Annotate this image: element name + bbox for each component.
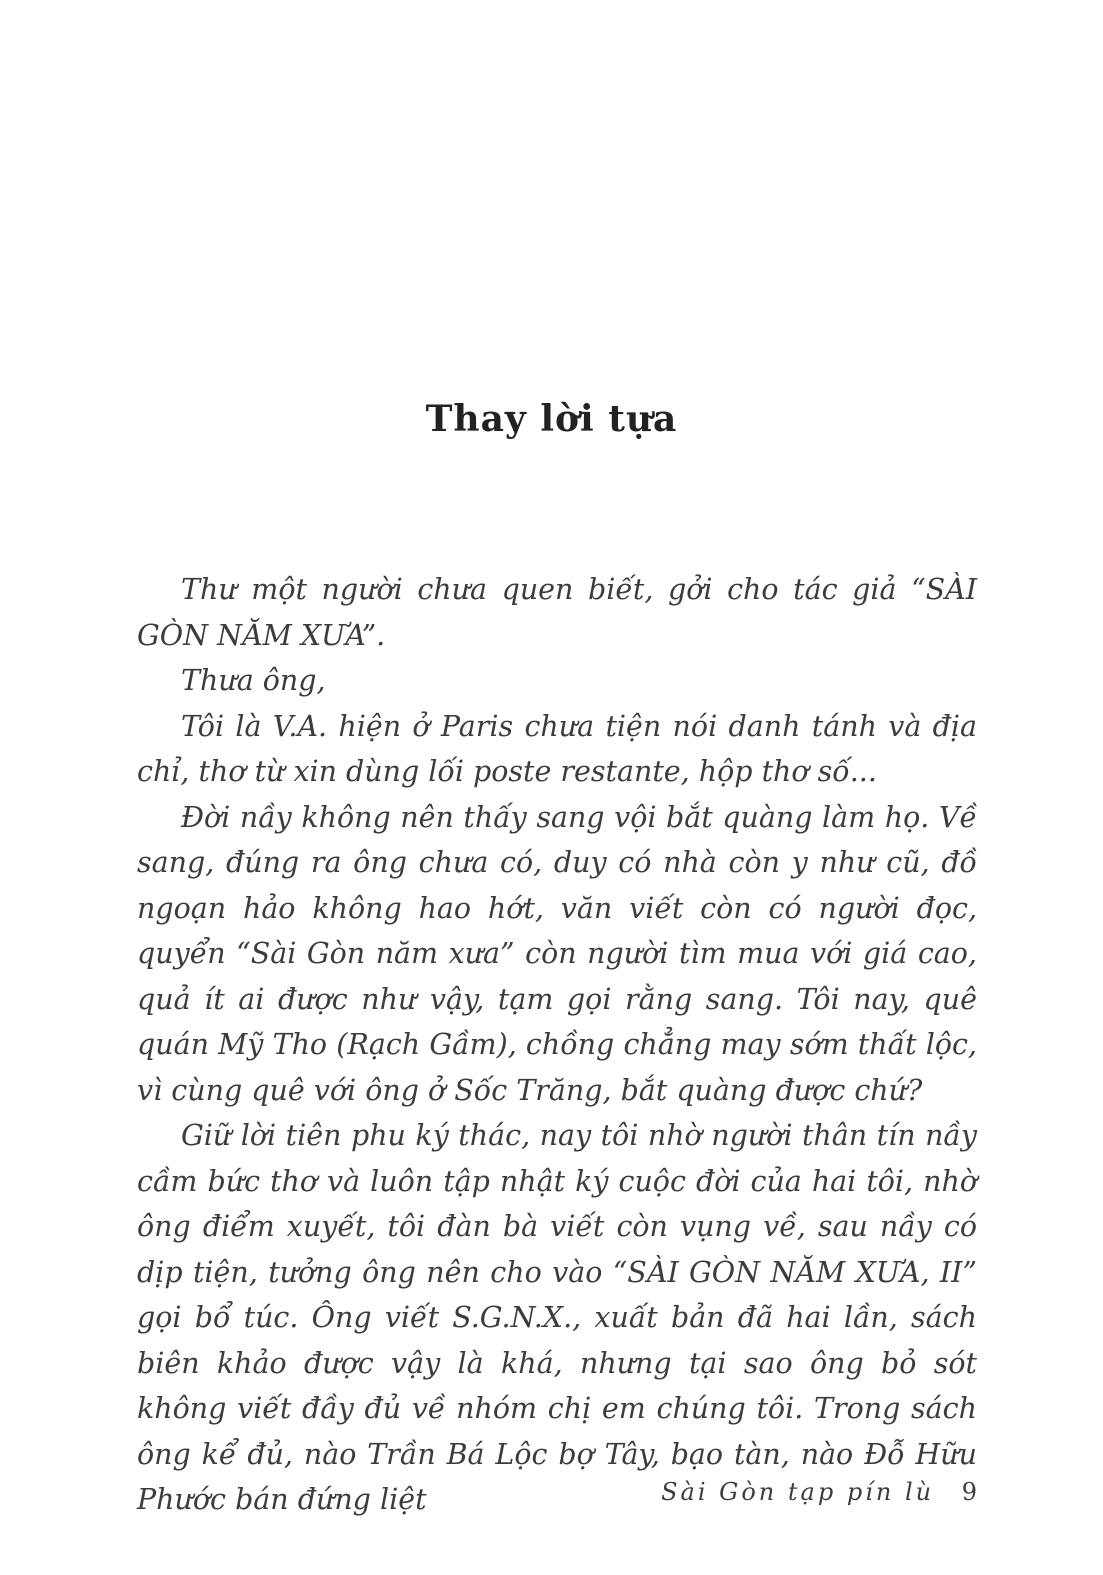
- paragraph: Thưa ông,: [181, 664, 326, 697]
- page-number: 9: [961, 1478, 977, 1506]
- paragraph: Tôi là V.A. hiện ở Paris chưa tiện nói danh tánh và địa chỉ, thơ từ xin dùng lối poste restante, hộp thơ số...: [137, 709, 977, 788]
- paragraph: Thư một người chưa quen biết, gởi cho tác giả “SÀI GÒN NĂM XƯA”.: [137, 573, 977, 652]
- page-footer: [137, 1478, 977, 1506]
- paragraph: Giữ lời tiên phu ký thác, nay tôi nhờ người thân tín nầy cầm bức thơ và luôn tập nhật ký cuộc đời của hai tôi, nhờ ông điểm xuyết, tôi đàn bà viết còn vụng về, sau nầy có dịp tiện, tưởng ông nên cho vào “SÀI GÒN NĂM XƯA, II” gọi bổ túc. Ông viết S.G.N.X., xuất bản đã hai lần, sách biên khảo được vậy là khá, nhưng tại sao ông bỏ sót không viết đầy đủ về nhóm chị em chúng tôi. Trong sách ông kể đủ, nào Trần Bá Lộc bợ Tây, bạo tàn, nào Đỗ Hữu Phước bán đứng liệt: [137, 1119, 977, 1516]
- running-title: Sài Gòn tạp pín lù: [661, 1478, 935, 1506]
- chapter-title: Thay lời tựa: [425, 398, 678, 440]
- paragraph: Đời nầy không nên thấy sang vội bắt quàng làm họ. Về sang, đúng ra ông chưa có, duy có nhà còn y như cũ, đồ ngoạn hảo không hao hớt, văn viết còn có người đọc, quyển “Sài Gòn năm xưa” còn người tìm mua với giá cao, quả ít ai được như vậy, tạm gọi rằng sang. Tôi nay, quê quán Mỹ Tho (Rạch Gầm), chồng chẳng may sớm thất lộc, vì cùng quê với ông ở Sốc Trăng, bắt quàng được chứ?: [137, 800, 977, 1107]
- body-text: [137, 567, 977, 1523]
